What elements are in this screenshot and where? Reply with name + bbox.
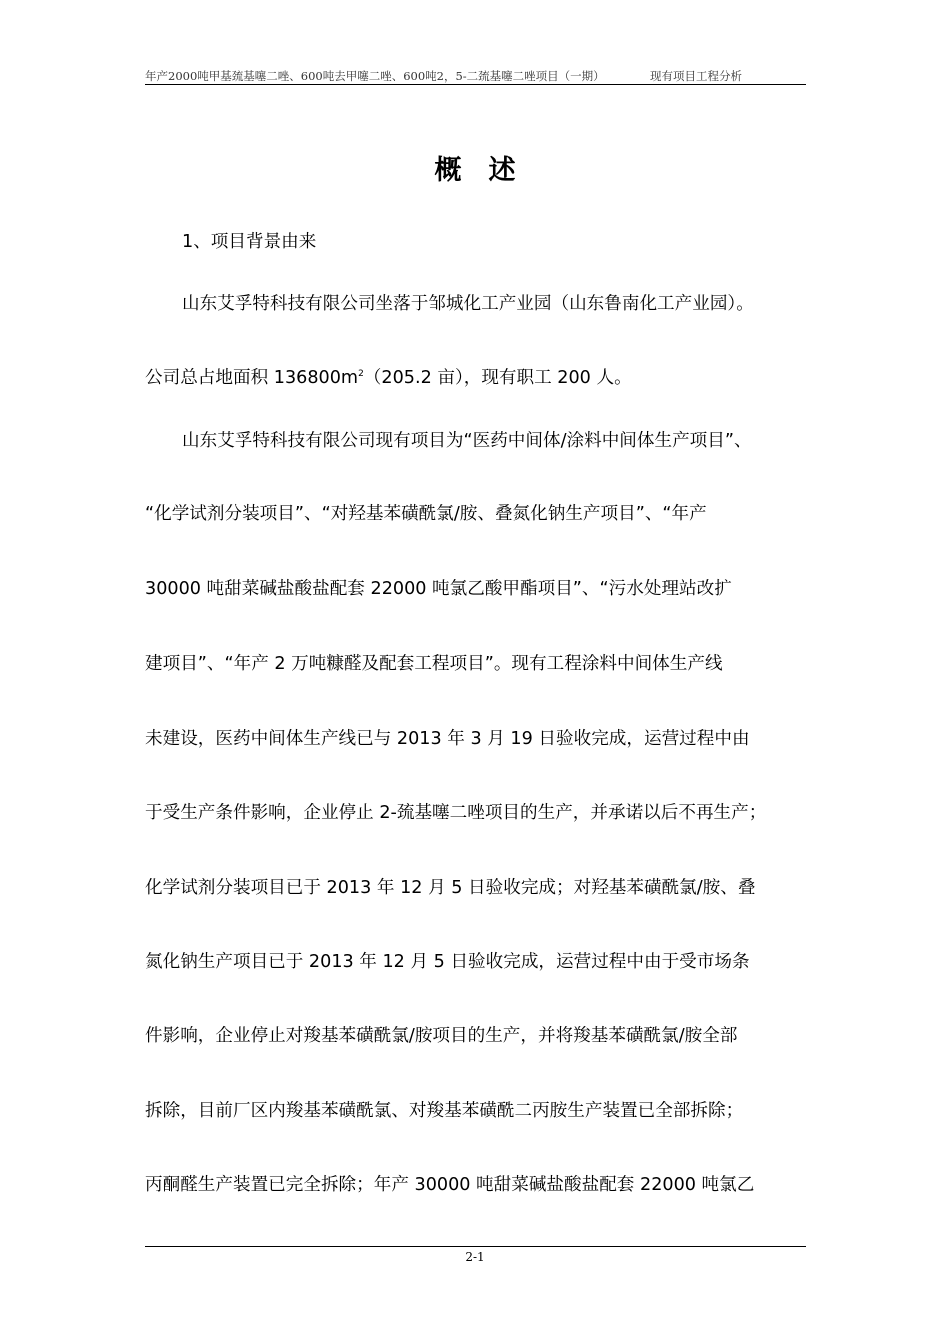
area-unit-superscript: 2 <box>358 369 364 380</box>
paragraph2-line: 山东艾孚特科技有限公司现有项目为“医药中间体/涂料中间体生产项目”、 <box>182 431 752 451</box>
running-header <box>145 66 806 85</box>
paragraph1-line1: 山东艾孚特科技有限公司坐落于邹城化工产业园（山东鲁南化工产业园）。 <box>182 294 754 314</box>
paragraph1-line2 <box>145 364 632 389</box>
paragraph2-line: 件影响，企业停止对羧基苯磺酰氯/胺项目的生产，并将羧基苯磺酰氯/胺全部 <box>145 1026 738 1046</box>
paragraph2-line: 化学试剂分装项目已于 2013 年 12 月 5 日验收完成；对羟基苯磺酰氯/胺、叠 <box>145 878 756 898</box>
footer-rule <box>145 1246 806 1247</box>
paragraph2-line: 建项目”、“年产 2 万吨糠醛及配套工程项目”。现有工程涂料中间体生产线 <box>145 654 723 674</box>
paragraph2-line: 30000 吨甜菜碱盐酸盐配套 22000 吨氯乙酸甲酯项目”、“污水处理站改扩 <box>145 579 732 599</box>
page-number: 2-1 <box>465 1250 485 1264</box>
header-project-title: 年产2000吨甲基巯基噻二唑、600吨去甲噻二唑、600吨2，5-二巯基噻二唑项目（一期） <box>145 69 605 83</box>
paragraph2-line: 未建设，医药中间体生产线已与 2013 年 3 月 19 日验收完成，运营过程中由 <box>145 729 750 749</box>
paragraph2-line: 氮化钠生产项目已于 2013 年 12 月 5 日验收完成，运营过程中由于受市场条 <box>145 952 750 972</box>
paragraph2-line: 拆除，目前厂区内羧基苯磺酰氯、对羧基苯磺酰二丙胺生产装置已全部拆除； <box>145 1101 744 1121</box>
staff-text: （205.2 亩），现有职工 200 人。 <box>363 368 632 388</box>
page-title: 概 述 <box>434 155 516 186</box>
paragraph2-line: 丙酮醛生产装置已完全拆除；年产 30000 吨甜菜碱盐酸盐配套 22000 吨氯乙 <box>145 1175 755 1195</box>
paragraph2-line: “化学试剂分装项目”、“对羟基苯磺酰氯/胺、叠氮化钠生产项目”、“年产 <box>145 504 707 524</box>
paragraph2-line: 于受生产条件影响，企业停止 2-巯基噻二唑项目的生产，并承诺以后不再生产； <box>145 803 767 823</box>
area-text: 公司总占地面积 136800m <box>145 368 359 388</box>
header-chapter-title: 现有项目工程分析 <box>650 69 742 83</box>
section-heading: 1、项目背景由来 <box>182 232 317 252</box>
